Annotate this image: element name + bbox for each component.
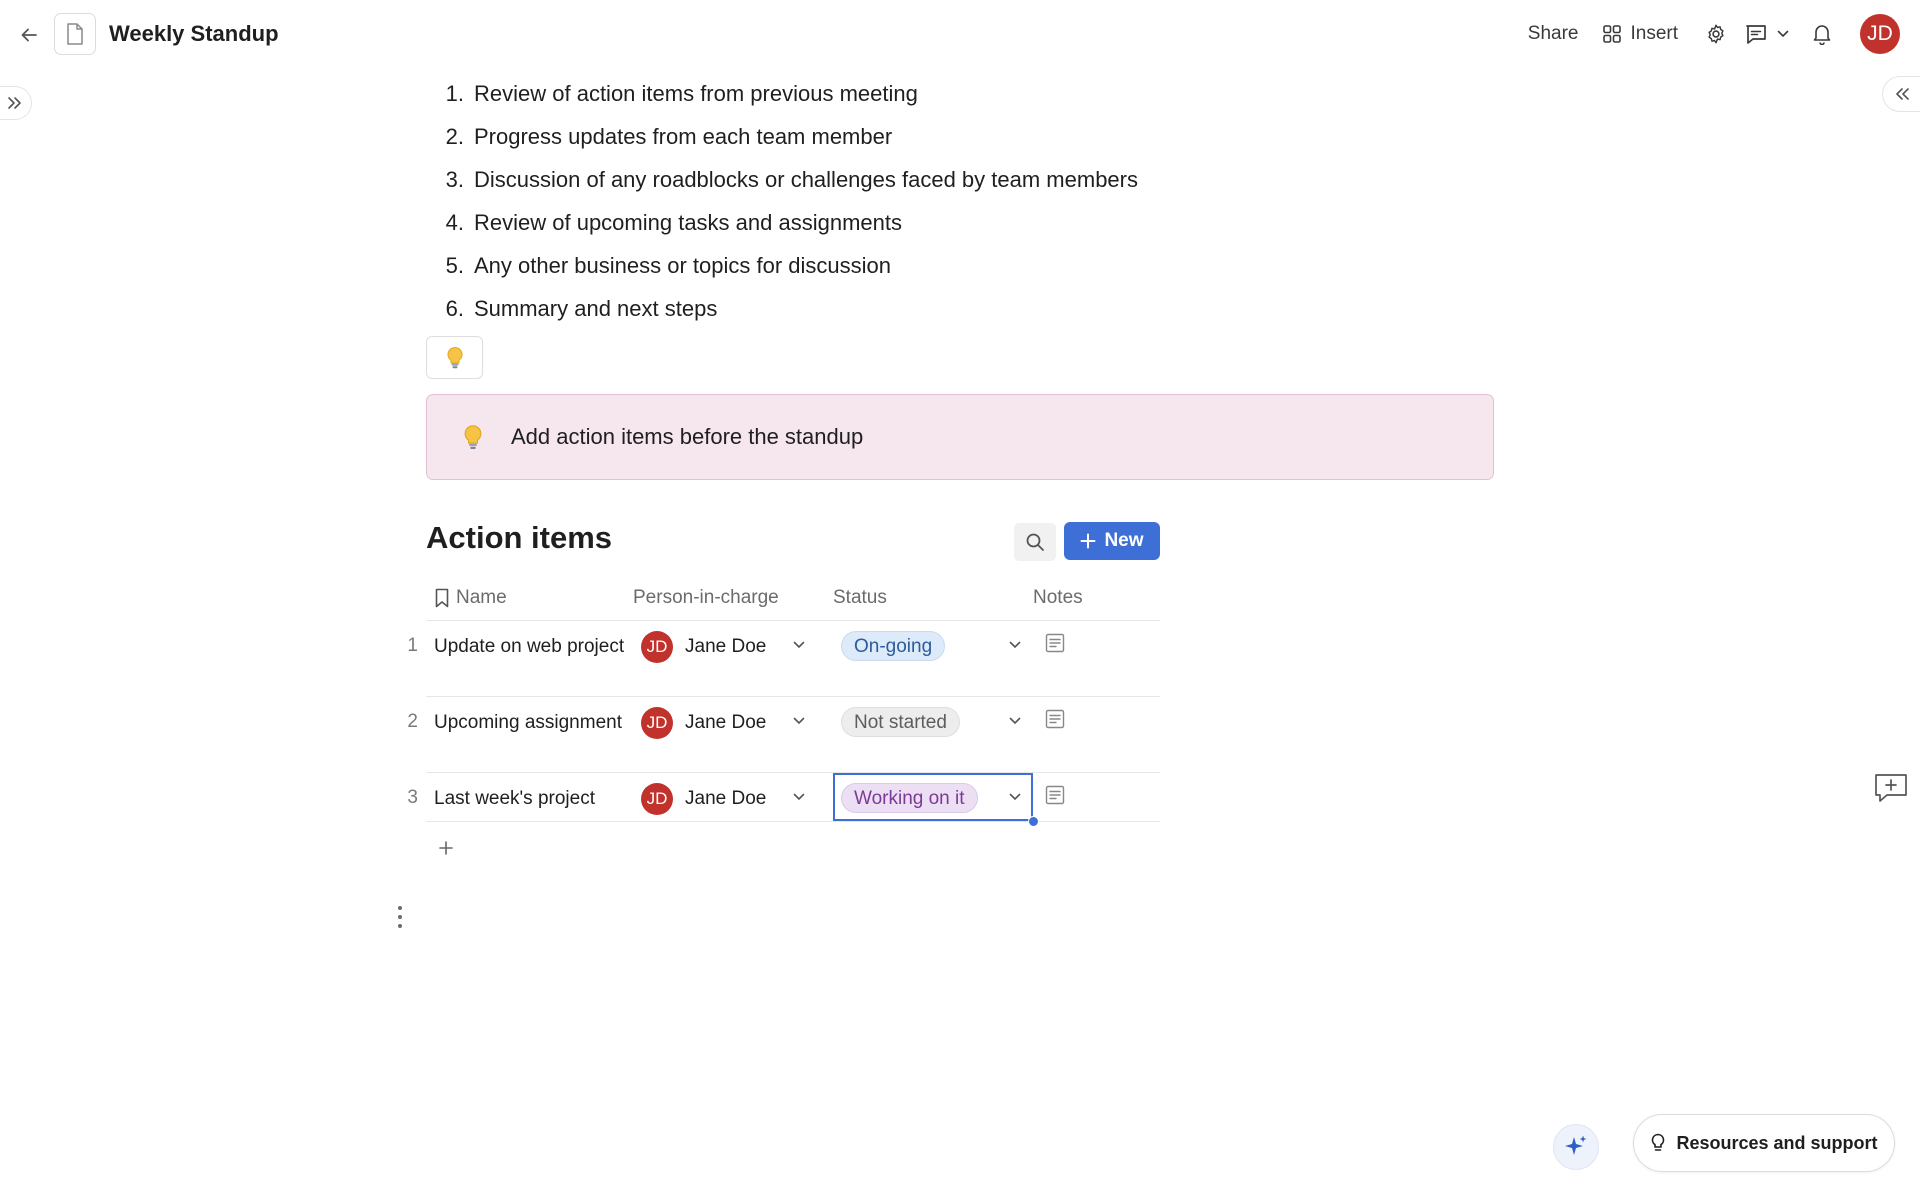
table-row: [407, 697, 1160, 773]
comment-icon: [1744, 23, 1768, 45]
avatar: JD: [641, 783, 673, 815]
column-header-name[interactable]: [426, 587, 633, 609]
row-number: 3: [407, 787, 418, 808]
resources-support-button[interactable]: [1633, 1114, 1895, 1172]
callout-text: Add action items before the standup: [511, 424, 864, 449]
person-name: Jane Doe: [685, 788, 767, 809]
list-number: 3.: [445, 166, 464, 192]
double-chevron-left-icon: [1894, 87, 1910, 101]
person-name: Jane Doe: [685, 636, 767, 657]
arrow-left-icon: [19, 25, 39, 45]
list-text: Summary and next steps: [474, 295, 718, 321]
chevron-down-icon[interactable]: [1009, 717, 1021, 725]
person-name: Jane Doe: [685, 712, 767, 733]
action-items-table: [407, 576, 1160, 822]
expand-right-panel-button[interactable]: [1882, 76, 1920, 112]
comments-button[interactable]: [1738, 16, 1774, 52]
person-cell[interactable]: [633, 621, 833, 696]
avatar: JD: [641, 707, 673, 739]
name-cell[interactable]: Last week's project: [434, 788, 595, 809]
lightbulb-icon: [446, 346, 464, 370]
section-heading[interactable]: Action items: [426, 520, 613, 555]
plus-icon: [1080, 533, 1096, 549]
list-number: 4.: [445, 209, 464, 235]
status-cell-selected[interactable]: [833, 773, 1033, 821]
search-icon: [1025, 532, 1045, 552]
ai-assistant-button[interactable]: [1553, 1124, 1599, 1170]
user-avatar[interactable]: JD: [1860, 14, 1900, 54]
new-button-label: New: [1104, 530, 1144, 551]
add-comment-button[interactable]: [1872, 771, 1910, 805]
top-right-toolbar: [1528, 14, 1900, 54]
top-bar: [0, 0, 1920, 68]
notes-cell[interactable]: [1033, 697, 1160, 772]
sparkle-icon: [1563, 1134, 1589, 1160]
grid-icon: [1602, 24, 1622, 44]
list-text: Discussion of any roadblocks or challenges faced by team members: [474, 166, 1138, 192]
name-cell[interactable]: Update on web project: [434, 636, 625, 657]
dot: [398, 915, 402, 919]
chevron-down-icon[interactable]: [1009, 793, 1021, 801]
notes-icon[interactable]: [1045, 633, 1065, 653]
status-badge: Working on it: [841, 783, 978, 813]
table-row: [407, 621, 1160, 697]
lightbulb-icon: [463, 424, 483, 451]
column-header-label: Name: [456, 587, 507, 608]
row-number: 1: [407, 635, 418, 656]
bell-icon: [1812, 23, 1832, 45]
notes-icon[interactable]: [1045, 785, 1065, 805]
notes-icon[interactable]: [1045, 709, 1065, 729]
double-chevron-right-icon: [7, 96, 23, 110]
list-number: 5.: [445, 252, 464, 278]
list-text: Review of action items from previous meeting: [474, 80, 918, 106]
page-title[interactable]: Weekly Standup: [109, 21, 279, 46]
list-item[interactable]: [426, 244, 1138, 287]
row-number: 2: [407, 711, 418, 732]
plus-icon: [439, 841, 453, 855]
agenda-list: [426, 72, 1138, 330]
table-search-button[interactable]: [1014, 523, 1056, 561]
status-cell[interactable]: [833, 697, 1033, 772]
column-header-status[interactable]: Status: [833, 587, 887, 608]
list-item[interactable]: [426, 287, 1138, 330]
lightbulb-outline-icon: [1650, 1133, 1666, 1153]
add-comment-icon: [1873, 772, 1909, 804]
chevron-down-icon[interactable]: [1009, 641, 1021, 649]
gear-icon: [1705, 23, 1727, 45]
callout-icon-button[interactable]: [426, 336, 483, 379]
chevron-down-icon: [1777, 30, 1789, 38]
list-text: Progress updates from each team member: [474, 123, 893, 149]
list-text: Any other business or topics for discussion: [474, 252, 891, 278]
block-options-button[interactable]: [394, 906, 406, 928]
column-header-notes[interactable]: Notes: [1033, 587, 1083, 608]
list-item[interactable]: [426, 72, 1138, 115]
document-icon: [66, 23, 84, 45]
avatar: JD: [641, 631, 673, 663]
comments-dropdown[interactable]: [1774, 16, 1792, 52]
person-cell[interactable]: [633, 773, 833, 821]
insert-button[interactable]: [1602, 23, 1678, 45]
list-number: 2.: [445, 123, 464, 149]
list-text: Review of upcoming tasks and assignments: [474, 209, 902, 235]
list-number: 6.: [445, 295, 464, 321]
list-item[interactable]: [426, 158, 1138, 201]
settings-button[interactable]: [1698, 16, 1734, 52]
resources-label: Resources and support: [1676, 1132, 1878, 1153]
dot: [398, 906, 402, 910]
callout-block[interactable]: [426, 394, 1494, 480]
notes-cell[interactable]: [1033, 773, 1160, 821]
column-header-person[interactable]: Person-in-charge: [633, 587, 779, 608]
notifications-button[interactable]: [1804, 16, 1840, 52]
share-button[interactable]: Share: [1527, 23, 1579, 44]
table-header: [426, 576, 1160, 621]
status-badge: On-going: [841, 631, 945, 661]
expand-sidebar-button[interactable]: [0, 86, 32, 120]
list-number: 1.: [445, 80, 464, 106]
status-cell[interactable]: [833, 621, 1033, 696]
list-item[interactable]: [426, 115, 1138, 158]
selection-fill-handle[interactable]: [1028, 816, 1039, 827]
status-badge: Not started: [841, 707, 960, 737]
bookmark-icon: [434, 588, 450, 608]
list-item[interactable]: [426, 201, 1138, 244]
dot: [398, 924, 402, 928]
person-cell[interactable]: [633, 697, 833, 772]
name-cell[interactable]: Upcoming assignment: [434, 712, 622, 733]
document-icon-button[interactable]: [54, 13, 96, 55]
table-row: [407, 773, 1160, 822]
insert-label: Insert: [1630, 23, 1678, 44]
chevron-down-icon[interactable]: [793, 641, 805, 649]
back-button[interactable]: [14, 20, 44, 50]
new-row-button[interactable]: [1064, 522, 1160, 560]
chevron-down-icon[interactable]: [793, 717, 805, 725]
notes-cell[interactable]: [1033, 621, 1160, 696]
add-row-button[interactable]: [434, 836, 458, 860]
chevron-down-icon[interactable]: [793, 793, 805, 801]
